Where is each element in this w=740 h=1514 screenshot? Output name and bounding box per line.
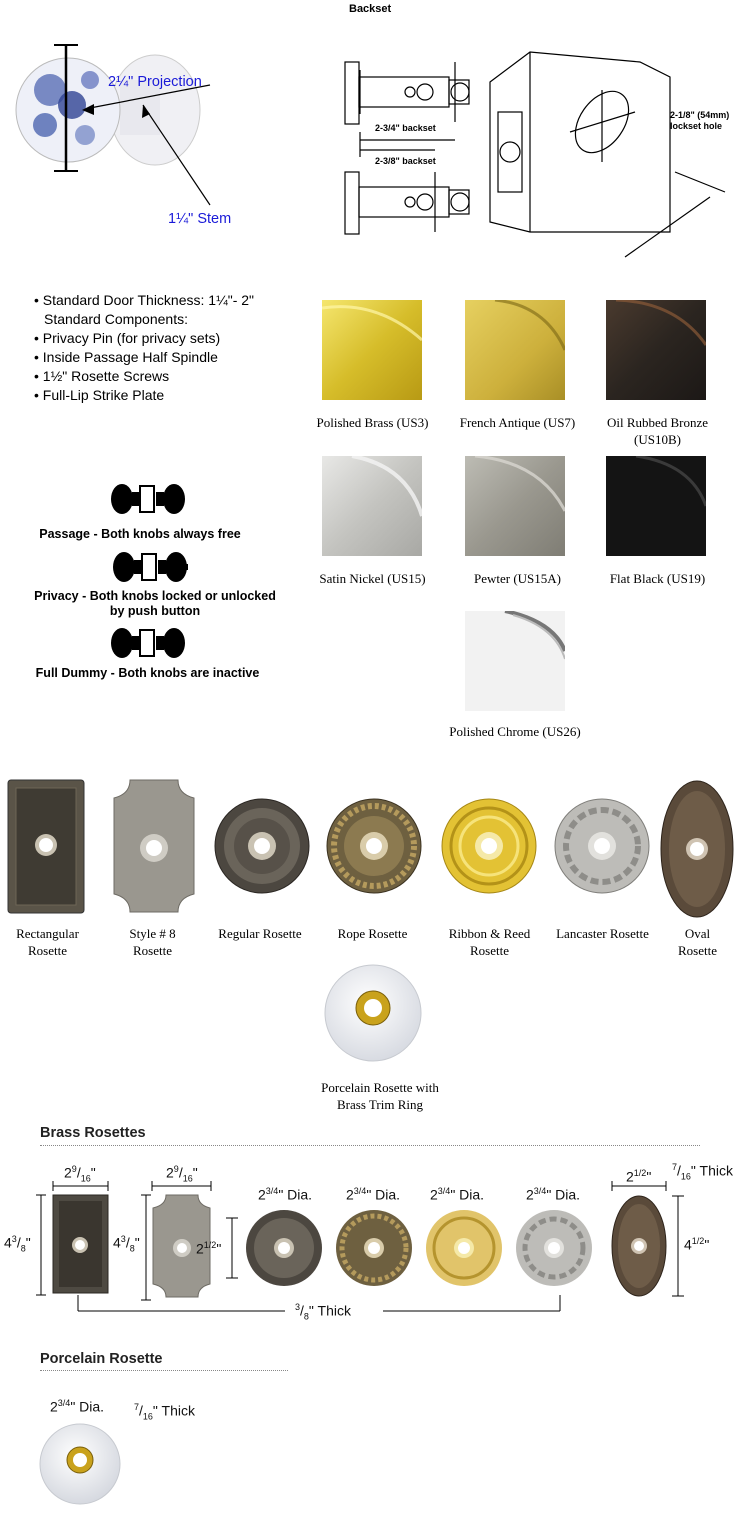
rosette-label-line1: Porcelain Rosette with xyxy=(321,1080,439,1095)
style8-width-den: 16 xyxy=(182,1173,193,1184)
porcelain-dia-whole: 2 xyxy=(50,1398,58,1415)
oval-height-frac: 1/2 xyxy=(691,1236,705,1246)
finish-label-oil-rubbed-bronze xyxy=(590,414,725,448)
porcelain-thickness-label: $^7/_{16}$" Thick xyxy=(134,1402,195,1422)
rosette-label-style-8 xyxy=(105,925,200,959)
rosette-label-line2: Rosette xyxy=(470,943,509,958)
style8-inner-label: $2^{1/2}$" xyxy=(196,1240,222,1257)
rect-height-num: 3 xyxy=(11,1234,17,1244)
style8-inner-whole: 2 xyxy=(196,1240,204,1257)
rosette-label-oval xyxy=(660,925,735,959)
rosette-label-line1: Ribbon & Reed xyxy=(448,926,531,941)
round-dia-whole: 2 xyxy=(258,1186,266,1203)
dummy-label: Full Dummy - Both knobs are inactive xyxy=(35,666,260,680)
style8-height-den: 8 xyxy=(129,1243,135,1254)
finish-label-pewter: Pewter (US15A) xyxy=(473,571,561,586)
rope-rosette-photo xyxy=(325,797,423,895)
round-dia-suffix: " Dia. xyxy=(278,1186,313,1203)
porcelain-rosette-rule xyxy=(40,1370,288,1371)
finish-label-flat-black: Flat Black (US19) xyxy=(609,571,706,586)
finish-swatch-oil-rubbed-bronze xyxy=(606,300,706,400)
backset-a-label: 2-3/4" backset xyxy=(375,123,436,133)
privacy-label-line1: Privacy - Both knobs locked or unlocked xyxy=(34,589,276,603)
oval-thick-num: 7 xyxy=(672,1162,678,1172)
style8-width-whole: 2 xyxy=(166,1164,174,1181)
brass-rosettes-title: Brass Rosettes xyxy=(40,1125,146,1141)
rosette-label-line1: Style # 8 xyxy=(129,926,176,941)
stem-label: 1¼" Stem xyxy=(168,211,232,227)
porcelain-rosette-small-photo xyxy=(38,1422,122,1506)
spec-item: • Privacy Pin (for privacy sets) xyxy=(34,330,221,346)
style8-width-label: $2^9/_{16}$" xyxy=(166,1164,198,1184)
rect-width-num: 9 xyxy=(71,1164,77,1174)
backset-title: Backset xyxy=(349,3,392,15)
finish-swatch-polished-brass xyxy=(322,300,422,400)
brass-thickness-label: $^3/_8$" Thick xyxy=(295,1302,351,1322)
rosette-label-line2: Brass Trim Ring xyxy=(337,1097,423,1112)
round-dia-whole: 2 xyxy=(430,1186,438,1203)
brass-rosettes-rule xyxy=(40,1145,700,1146)
oval-thick-suffix: " Thick xyxy=(690,1162,733,1179)
lockset-hole-line1: 2-1/8" (54mm) xyxy=(670,110,730,120)
style8-inner-frac: 1/2 xyxy=(203,1240,217,1250)
rect-height-den: 8 xyxy=(20,1243,26,1254)
backset-b-label: 2-3/8" backset xyxy=(375,156,436,166)
dummy-icon xyxy=(110,626,186,660)
knob-illustration xyxy=(10,35,280,235)
rect-height-whole: 4 xyxy=(4,1234,12,1251)
round-dia-frac: 3/4 xyxy=(353,1186,367,1196)
rect-width-whole: 2 xyxy=(64,1164,72,1181)
rosette-label-rectangular xyxy=(0,925,95,959)
projection-label: 2¼" Projection xyxy=(108,74,202,90)
regular-dia-label xyxy=(258,1186,312,1203)
finish-label-polished-brass: Polished Brass (US3) xyxy=(316,415,429,430)
round-dia-whole: 2 xyxy=(346,1186,354,1203)
finish-label-french-antique: French Antique (US7) xyxy=(459,415,576,430)
style8-width-num: 9 xyxy=(173,1164,179,1174)
lockset-hole-line2: lockset hole xyxy=(670,121,723,131)
finish-swatch-flat-black xyxy=(606,456,706,556)
spec-item: • 1½" Rosette Screws xyxy=(34,368,170,384)
oval-height-whole: 4 xyxy=(684,1236,692,1253)
spec-item: • Inside Passage Half Spindle xyxy=(34,349,218,365)
ribbon-dia-label xyxy=(430,1186,484,1203)
finish-swatch-french-antique xyxy=(465,300,565,400)
oval-rosette-photo xyxy=(659,779,735,919)
privacy-icon xyxy=(112,550,188,584)
style8-height-label: $4^3/_8$" xyxy=(113,1234,140,1254)
privacy-label xyxy=(20,589,290,619)
oval-thickness-label: $^7/_{16}$" Thick xyxy=(672,1162,733,1182)
finish-swatch-satin-nickel xyxy=(322,456,422,556)
rect-width-label: $2^9/_{16}$" xyxy=(64,1164,96,1184)
rect-height-label: $4^3/_8$" xyxy=(4,1234,31,1254)
finish-label-line2: (US10B) xyxy=(634,432,681,447)
oval-height-label: $4^{1/2}$" xyxy=(684,1236,710,1253)
rosette-label-ribbon-reed xyxy=(432,925,547,959)
passage-label: Passage - Both knobs always free xyxy=(39,527,241,541)
porcelain-dia-label xyxy=(50,1398,104,1415)
finish-swatch-polished-chrome xyxy=(465,611,565,711)
ribbon-reed-rosette-photo xyxy=(440,797,538,895)
round-dia-frac: 3/4 xyxy=(533,1186,547,1196)
rosette-label-line2: Rosette xyxy=(678,943,717,958)
style-8-rosette-photo xyxy=(110,776,198,916)
porcelain-rosette-title: Porcelain Rosette xyxy=(40,1351,163,1367)
rosette-label-line2: Rosette xyxy=(28,943,67,958)
rosette-label-regular: Regular Rosette xyxy=(218,926,302,941)
thick-num: 3 xyxy=(295,1302,301,1312)
round-dia-suffix: " Dia. xyxy=(366,1186,401,1203)
round-dia-frac: 3/4 xyxy=(437,1186,451,1196)
passage-icon xyxy=(110,482,186,516)
oval-thick-den: 16 xyxy=(680,1171,691,1182)
finish-label-polished-chrome: Polished Chrome (US26) xyxy=(449,724,581,739)
rectangular-rosette-photo xyxy=(7,779,85,914)
privacy-label-line2: by push button xyxy=(109,604,201,618)
porcelain-dia-frac: 3/4 xyxy=(57,1398,71,1408)
porcelain-thick-suffix: " Thick xyxy=(152,1402,195,1419)
style8-height-whole: 4 xyxy=(113,1234,121,1251)
rope-dia-label xyxy=(346,1186,400,1203)
backset-diagram xyxy=(340,22,740,272)
lancaster-rosette-photo xyxy=(553,797,651,895)
style8-height-num: 3 xyxy=(120,1234,126,1244)
spec-item: • Full-Lip Strike Plate xyxy=(34,387,165,403)
oval-width-frac: 1/2 xyxy=(633,1168,647,1178)
porcelain-thick-den: 16 xyxy=(142,1411,153,1422)
spec-item: • Standard Door Thickness: 1¼"- 2" xyxy=(34,292,255,308)
rosette-label-porcelain xyxy=(290,1079,470,1113)
lockset-hole-label xyxy=(670,110,729,132)
round-dia-suffix: " Dia. xyxy=(546,1186,581,1203)
rect-width-den: 16 xyxy=(80,1173,91,1184)
round-dia-suffix: " Dia. xyxy=(450,1186,485,1203)
finish-label-line1: Oil Rubbed Bronze xyxy=(606,415,709,430)
thick-den: 8 xyxy=(303,1311,309,1322)
lancaster-dia-label xyxy=(526,1186,580,1203)
finish-swatch-pewter xyxy=(465,456,565,556)
rosette-label-rope: Rope Rosette xyxy=(337,926,408,941)
rosette-label-line1: Rectangular xyxy=(16,926,79,941)
round-dia-whole: 2 xyxy=(526,1186,534,1203)
finish-label-satin-nickel: Satin Nickel (US15) xyxy=(319,571,426,586)
round-dia-frac: 3/4 xyxy=(265,1186,279,1196)
spec-list xyxy=(34,291,314,405)
oval-width-label: $2^{1/2}$" xyxy=(626,1168,652,1185)
rosette-label-lancaster: Lancaster Rosette xyxy=(556,926,649,941)
door-lockset-drawing xyxy=(340,22,740,272)
spec-item: Standard Components: xyxy=(44,311,188,327)
oval-width-whole: 2 xyxy=(626,1168,634,1185)
porcelain-dia-suffix: " Dia. xyxy=(70,1398,105,1415)
porcelain-rosette-photo xyxy=(323,963,423,1063)
rosette-label-line1: Oval xyxy=(684,926,711,941)
knob-diagram xyxy=(10,35,280,235)
rosette-label-line2: Rosette xyxy=(133,943,172,958)
porcelain-thick-num: 7 xyxy=(134,1402,140,1412)
regular-rosette-photo xyxy=(213,797,311,895)
thick-suffix: " Thick xyxy=(308,1302,351,1319)
